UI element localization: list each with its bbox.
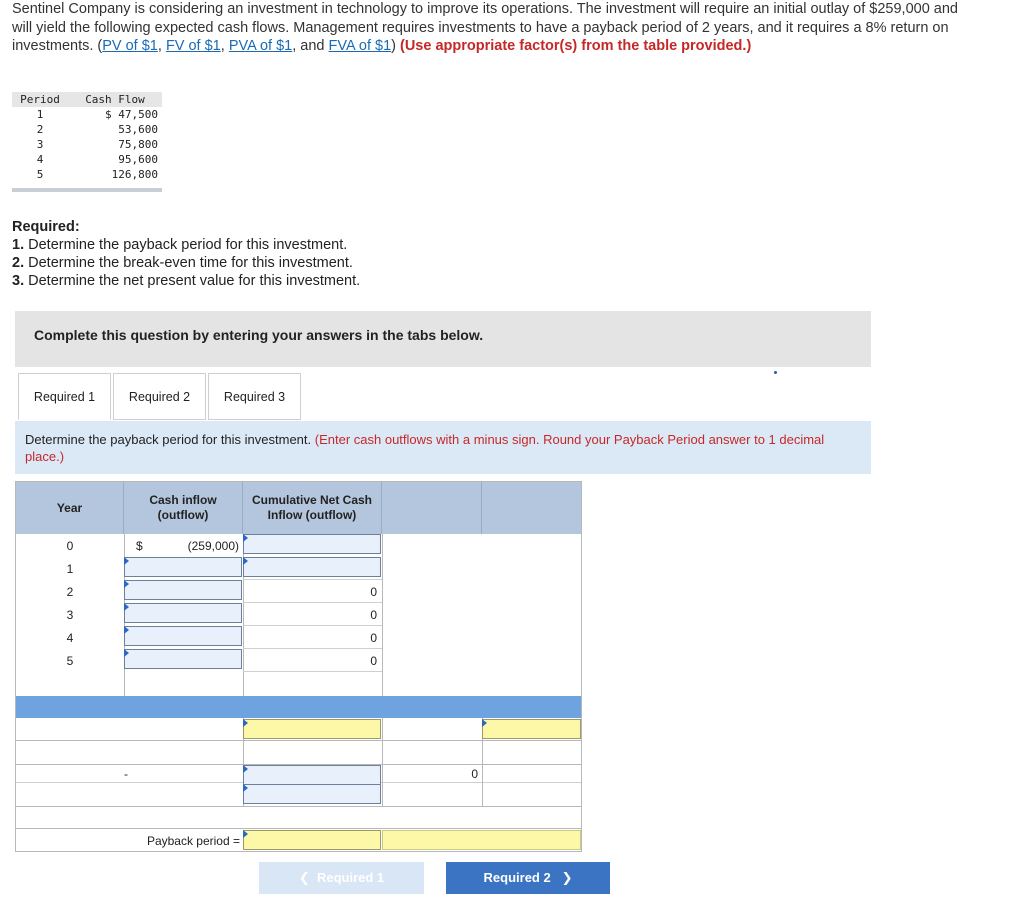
- cash-input-year-3[interactable]: [124, 603, 242, 623]
- cash-input-year-1[interactable]: [124, 557, 242, 577]
- table-row: [12, 167, 162, 182]
- cumulative-header: Cumulative Net Cash Inflow (outflow): [243, 482, 382, 534]
- year-0: 0: [66, 539, 74, 553]
- cash-inflow-header: Cash inflow (outflow): [124, 482, 243, 534]
- input-flag-icon: [124, 649, 129, 657]
- dash-mark: -: [124, 767, 128, 781]
- input-flag-icon: [243, 557, 248, 565]
- chevron-left-icon: ❮: [298, 870, 310, 885]
- instruction-text: Determine the payback period for this investment.: [25, 432, 312, 447]
- cash-flow-table: [12, 92, 162, 182]
- year-4: 4: [66, 631, 74, 645]
- cash-input-year-4[interactable]: [124, 626, 242, 646]
- fva-link[interactable]: FVA of $1: [328, 38, 392, 54]
- table-row: [12, 122, 162, 137]
- period-header: Period: [12, 92, 68, 107]
- next-required-button[interactable]: [446, 862, 610, 894]
- payback-period-input[interactable]: [243, 830, 381, 850]
- blank-header: [382, 482, 482, 534]
- blank-header: [482, 482, 581, 534]
- cumulative-year-4: 0: [370, 631, 377, 645]
- payback-calc-input-2[interactable]: [482, 719, 581, 739]
- table-row: [12, 137, 162, 152]
- factor-note: (Use appropriate factor(s) from the table provided.): [400, 38, 752, 54]
- problem-statement: Sentinel Company is considering an investment in technology to improve its operations. The investment will require an initial outlay of $259,000 and will yield the following expected cash flows. Management requires investments to have a payback period of 2 years, and it requires a 8% return on investments. (PV of $1, FV of $1, PVA of $1, and FVA of $1) (Use appropriate factor(s) from the table provided.): [12, 1, 958, 54]
- year-1: 1: [66, 562, 74, 576]
- payback-unit-cell: [382, 830, 581, 850]
- payback-grid: [15, 481, 582, 852]
- prev-required-button[interactable]: [259, 862, 424, 894]
- input-flag-icon: [124, 626, 129, 634]
- period-cell: 5: [36, 168, 44, 181]
- cumulative-year-5: 0: [370, 654, 377, 668]
- period-cell: 1: [36, 108, 44, 121]
- tab-required-1[interactable]: Required 1: [18, 373, 111, 420]
- instructions-banner: [15, 311, 871, 367]
- cash-flow-header: Cash Flow: [68, 92, 162, 107]
- input-flag-icon: [124, 557, 129, 565]
- tab-required-3[interactable]: Required 3: [208, 373, 301, 420]
- flow-cell: $ 47,500: [105, 108, 158, 121]
- required-heading: Required:: [12, 219, 80, 235]
- period-cell: 4: [36, 153, 44, 166]
- year-2: 2: [66, 585, 74, 599]
- fraction-numerator-input[interactable]: [243, 765, 381, 785]
- flow-cell: 95,600: [118, 153, 158, 166]
- year-header: Year: [16, 482, 124, 534]
- flow-cell: 126,800: [111, 168, 158, 181]
- cumulative-year-3: 0: [370, 608, 377, 622]
- input-flag-icon: [124, 603, 129, 611]
- input-flag-icon: [243, 719, 248, 727]
- required-item: 3. Determine the net present value for this investment.: [12, 273, 361, 289]
- section-band: [16, 696, 581, 718]
- required-list: [12, 218, 360, 290]
- payback-label: Payback period =: [146, 834, 240, 848]
- period-cell: 3: [36, 138, 44, 151]
- cumulative-year-2: 0: [370, 585, 377, 599]
- fraction-denominator-input[interactable]: [243, 784, 381, 804]
- prev-button-label: Required 1: [316, 870, 385, 885]
- required-item: 1. Determine the payback period for this investment.: [12, 237, 348, 253]
- banner-text: Complete this question by entering your answers in the tabs below.: [34, 327, 484, 343]
- and-text: and: [300, 38, 325, 54]
- currency-symbol: $: [136, 539, 143, 553]
- chevron-right-icon: ❯: [561, 870, 573, 885]
- fv-link[interactable]: FV of $1: [165, 38, 221, 54]
- cash-input-year-2[interactable]: [124, 580, 242, 600]
- table-row: [12, 152, 162, 167]
- cumulative-input-year-1[interactable]: [243, 557, 381, 577]
- input-flag-icon: [243, 534, 248, 542]
- tab-instruction: [15, 421, 871, 474]
- flow-cell: 75,800: [118, 138, 158, 151]
- instruction-note: (Enter cash outflows with a minus sign. Round your Payback Period answer to 1 decimal place.): [25, 432, 825, 464]
- input-flag-icon: [243, 765, 248, 773]
- column-divider: [382, 534, 383, 696]
- pv-link[interactable]: PV of $1: [102, 38, 158, 54]
- next-button-label: Required 2: [483, 870, 551, 885]
- year-5: 5: [66, 654, 74, 668]
- period-cell: 2: [36, 123, 44, 136]
- table-row: [12, 107, 162, 122]
- cash-input-year-5[interactable]: [124, 649, 242, 669]
- input-flag-icon: [243, 784, 248, 792]
- year-3: 3: [66, 608, 74, 622]
- pva-link[interactable]: PVA of $1: [228, 38, 293, 54]
- table-divider: [12, 188, 162, 192]
- input-flag-icon: [124, 580, 129, 588]
- cumulative-input-year-0[interactable]: [243, 534, 381, 554]
- flow-cell: 53,600: [118, 123, 158, 136]
- required-item: 2. Determine the break-even time for this investment.: [12, 255, 353, 271]
- problem-text: Sentinel Company is considering an investment in technology to improve its operations. The investment will require an initial outlay of $259,000 and will yield the following expected cash flows. Management requires investments to have a payback period of 2 years, and it requires a 8% return on investments. (: [12, 1, 958, 54]
- lower-zero-value: 0: [471, 767, 478, 781]
- payback-calc-input-1[interactable]: [243, 719, 381, 739]
- input-flag-icon: [243, 830, 248, 838]
- indicator-dot: [774, 371, 777, 374]
- tab-required-2[interactable]: Required 2: [113, 373, 206, 420]
- initial-outlay: (259,000): [187, 539, 239, 553]
- input-flag-icon: [482, 719, 487, 727]
